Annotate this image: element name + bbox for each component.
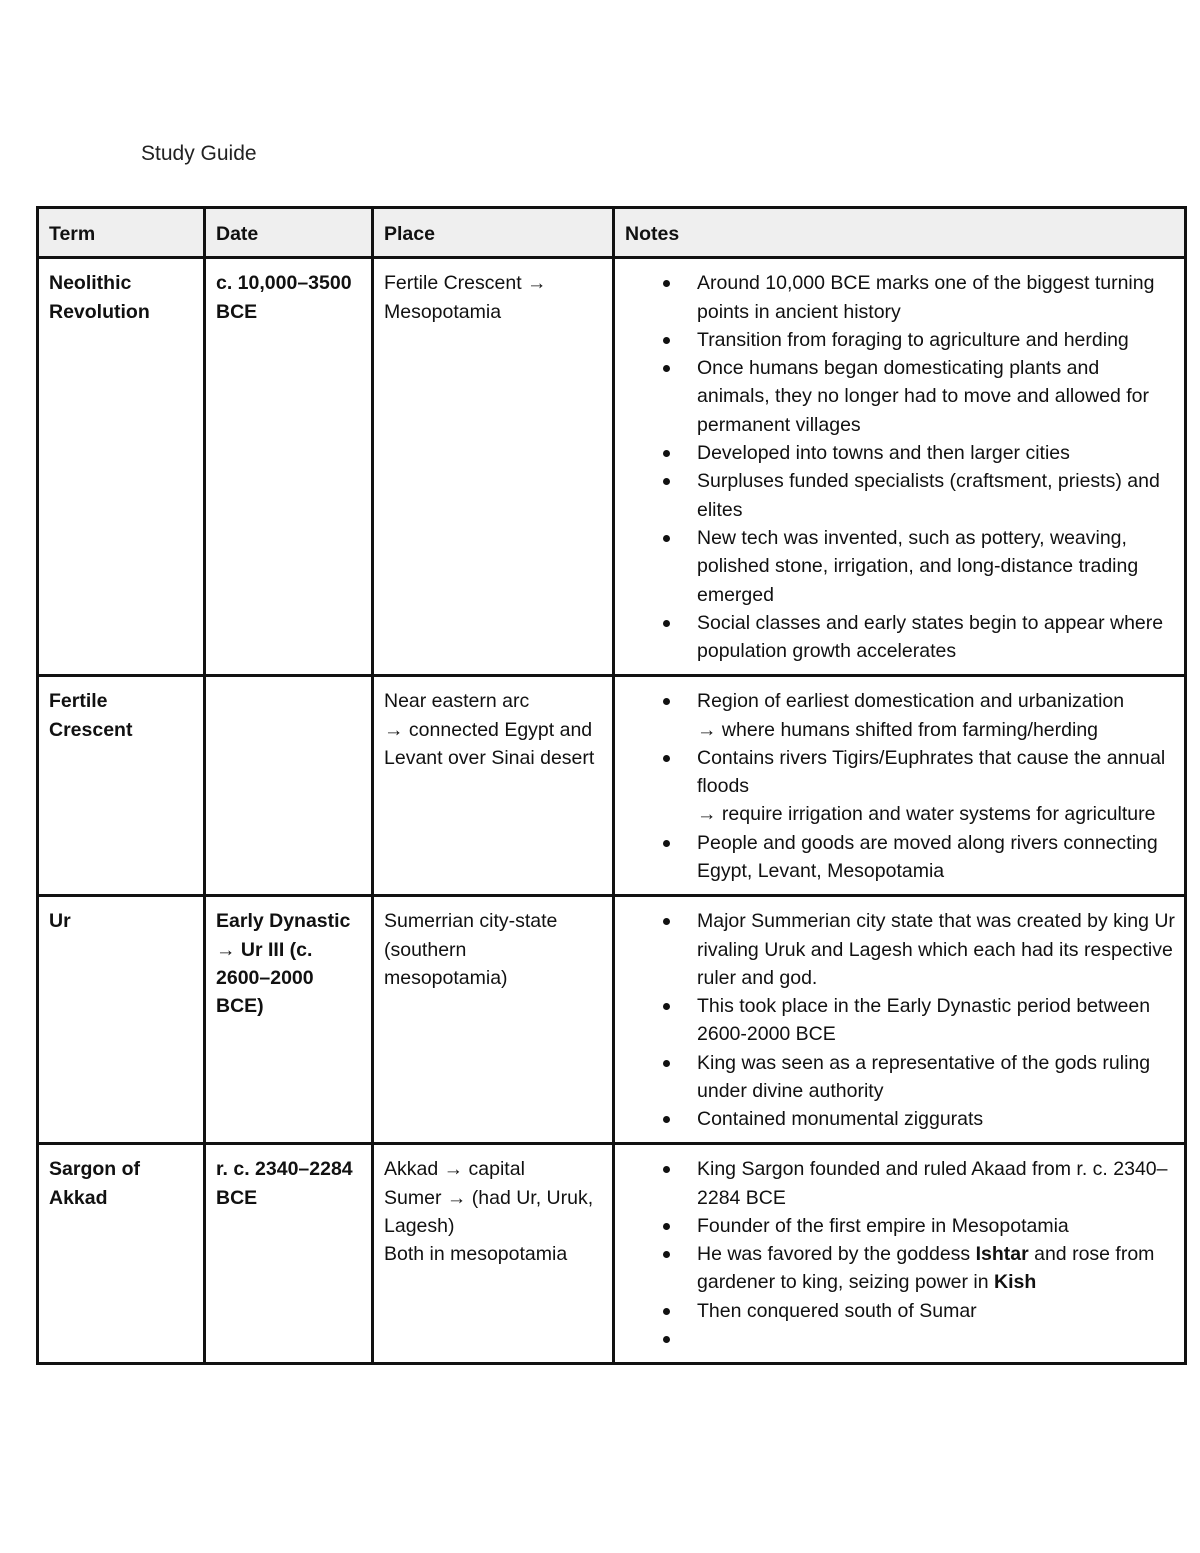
place-text: Levant over Sinai desert <box>384 746 595 769</box>
list-item: Contained monumental ziggurats <box>697 1105 1175 1133</box>
notes-cell <box>614 676 1186 896</box>
bullet-icon <box>663 280 670 287</box>
table-row <box>38 896 1186 1144</box>
header-term: Term <box>38 208 205 258</box>
list-item: People and goods are moved along rivers connecting Egypt, Levant, Mesopotamia <box>697 829 1175 886</box>
table-header-row <box>38 208 1186 258</box>
bullet-icon <box>663 698 670 705</box>
date-text: 2600–2000 <box>216 966 314 989</box>
term-cell <box>38 896 205 1144</box>
list-item <box>697 1325 1175 1353</box>
list-item: Then conquered south of Sumar <box>697 1297 1175 1325</box>
list-item: He was favored by the goddess Ishtar and rose from gardener to king, seizing power in Kish <box>697 1240 1175 1297</box>
bullet-icon <box>663 1308 670 1315</box>
term-text: Akkad <box>49 1186 108 1209</box>
place-cell <box>373 1144 614 1364</box>
place-cell <box>373 896 614 1144</box>
header-date: Date <box>205 208 373 258</box>
notes-cell <box>614 258 1186 676</box>
bullet-icon <box>663 1251 670 1258</box>
term-text: Ur <box>49 910 71 933</box>
place-text: Near eastern arc <box>384 690 530 713</box>
date-text: c. 10,000–3500 <box>216 272 352 295</box>
place-text: → connected Egypt and <box>384 718 593 741</box>
term-text: Crescent <box>49 718 133 741</box>
bullet-icon <box>663 620 670 627</box>
list-item: Social classes and early states begin to appear where population growth accelerates <box>697 609 1175 666</box>
study-guide-table <box>36 206 1187 1365</box>
bullet-icon <box>663 755 670 762</box>
header-place: Place <box>373 208 614 258</box>
bullet-icon <box>663 478 670 485</box>
page-title: Study Guide <box>141 142 257 165</box>
list-item: Contains rivers Tigirs/Euphrates that cause the annual floods → require irrigation and water systems for agriculture <box>697 744 1175 829</box>
term-cell <box>38 258 205 676</box>
bullet-icon <box>663 535 670 542</box>
bullet-icon <box>663 1116 670 1123</box>
list-item: King was seen as a representative of the gods ruling under divine authority <box>697 1049 1175 1106</box>
date-text: Early Dynastic <box>216 910 351 933</box>
table-row <box>38 676 1186 896</box>
place-text: Fertile Crescent → <box>384 272 547 295</box>
bullet-icon <box>663 1060 670 1067</box>
term-cell <box>38 1144 205 1364</box>
list-item: Once humans began domesticating plants and animals, they no longer had to move and allowed for permanent villages <box>697 354 1175 439</box>
bullet-icon <box>663 1166 670 1173</box>
list-item: New tech was invented, such as pottery, weaving, polished stone, irrigation, and long-distance trading emerged <box>697 524 1175 609</box>
place-cell <box>373 258 614 676</box>
place-text: Lagesh) <box>384 1214 455 1237</box>
list-item: Transition from foraging to agriculture and herding <box>697 326 1175 354</box>
list-item: Major Summerian city state that was created by king Ur rivaling Uruk and Lagesh which each had its respective ruler and god. <box>697 907 1175 992</box>
date-cell <box>205 1144 373 1364</box>
term-text: Revolution <box>49 300 150 323</box>
place-cell <box>373 676 614 896</box>
place-text: Mesopotamia <box>384 300 502 323</box>
list-item: Around 10,000 BCE marks one of the biggest turning points in ancient history <box>697 269 1175 326</box>
table-row <box>38 258 1186 676</box>
bullet-icon <box>663 840 670 847</box>
date-cell <box>205 896 373 1144</box>
bullet-icon <box>663 365 670 372</box>
notes-cell <box>614 896 1186 1144</box>
term-text: Fertile <box>49 690 108 713</box>
notes-list <box>625 687 1175 885</box>
highlight-kish: Kish <box>994 1271 1037 1294</box>
header-notes: Notes <box>614 208 1186 258</box>
list-item: Region of earliest domestication and urbanization → where humans shifted from farming/herding <box>697 687 1175 744</box>
date-text: → Ur III (c. <box>216 938 313 961</box>
date-text: BCE <box>216 1186 258 1209</box>
term-text: Neolithic <box>49 272 132 295</box>
bullet-icon <box>663 450 670 457</box>
list-item: Developed into towns and then larger cities <box>697 439 1175 467</box>
date-text: BCE) <box>216 995 264 1018</box>
date-cell <box>205 676 373 896</box>
date-text: BCE <box>216 300 258 323</box>
place-text: Sumerrian city-state <box>384 910 558 933</box>
highlight-ishtar: Ishtar <box>975 1243 1029 1266</box>
notes-list <box>625 1155 1175 1353</box>
table-row <box>38 1144 1186 1364</box>
list-item: King Sargon founded and ruled Akaad from r. c. 2340–2284 BCE <box>697 1155 1175 1212</box>
date-cell <box>205 258 373 676</box>
bullet-icon <box>663 1336 670 1343</box>
notes-list <box>625 269 1175 665</box>
place-text: mesopotamia) <box>384 966 508 989</box>
list-item: Surpluses funded specialists (craftsment, priests) and elites <box>697 467 1175 524</box>
place-text: Both in mesopotamia <box>384 1243 568 1266</box>
term-cell <box>38 676 205 896</box>
place-text: (southern <box>384 938 467 961</box>
date-text: r. c. 2340–2284 <box>216 1158 353 1181</box>
list-item: Founder of the first empire in Mesopotamia <box>697 1212 1175 1240</box>
bullet-icon <box>663 1003 670 1010</box>
place-text: Akkad → capital <box>384 1158 525 1181</box>
list-item: This took place in the Early Dynastic period between 2600-2000 BCE <box>697 992 1175 1049</box>
bullet-icon <box>663 337 670 344</box>
notes-cell <box>614 1144 1186 1364</box>
term-text: Sargon of <box>49 1158 140 1181</box>
notes-list <box>625 907 1175 1133</box>
place-text: Sumer → (had Ur, Uruk, <box>384 1186 594 1209</box>
bullet-icon <box>663 918 670 925</box>
bullet-icon <box>663 1223 670 1230</box>
